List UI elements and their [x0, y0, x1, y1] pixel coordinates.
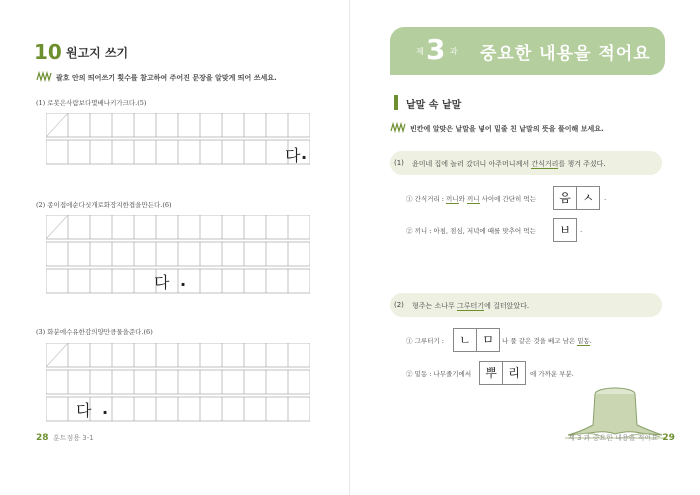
- footer-right: [568, 433, 675, 443]
- answer-cell[interactable]: ㅅ: [576, 186, 600, 210]
- chapter-title: 중요한 내용을 적어요: [480, 44, 651, 64]
- page-number: 28: [36, 433, 49, 443]
- chapter-banner: [390, 27, 665, 75]
- question-sentence: 윤미네 집에 놀러 갔더니 아주머니께서 간식거리를 챙겨 주셨다.: [412, 160, 606, 168]
- lesson-title: 낱말 속 낱말: [406, 100, 462, 111]
- grid-char: 다: [285, 146, 301, 165]
- item-2-1-label: ① 그루터기 :: [406, 337, 444, 345]
- grid-dot: .: [301, 144, 308, 163]
- tree-stump-illustration: [560, 380, 670, 440]
- item-2-2-label: ② 밑동 : 나무줄기에서: [406, 370, 472, 378]
- chapter-number: 3: [426, 33, 446, 66]
- period: .: [580, 226, 583, 234]
- item-2-1-rest: 나 풀 같은 것을 베고 남은 밑동.: [502, 337, 592, 345]
- manuscript-grid-2: [46, 215, 310, 265]
- manuscript-grid-3: [46, 343, 310, 393]
- grid-dot: .: [180, 271, 187, 290]
- section-title: 원고지 쓰기: [66, 46, 129, 60]
- question-1: (1) 로봇은사람보다몇배나키가크다.(5): [36, 99, 147, 107]
- footer-left: [36, 433, 94, 443]
- period: .: [604, 194, 607, 202]
- question-number: (1): [394, 159, 404, 167]
- question-3: (3) 화분에수유한감의양만큼물을준다.(6): [36, 328, 153, 336]
- answer-cell[interactable]: ㄴ: [453, 328, 477, 352]
- footer-label: 제 3 과 중요한 내용을 적어요: [568, 434, 658, 442]
- banner-suffix: 과: [450, 47, 458, 56]
- footer-label: 훈트점용 3-1: [52, 434, 94, 442]
- question-sentence: 형주는 소나무 그루터기에 걸터앉았다.: [412, 302, 530, 310]
- grid-char: 다: [76, 401, 92, 420]
- answer-cell[interactable]: ㅂ: [553, 218, 577, 242]
- item-2-2-rest: 에 가까운 부분.: [530, 370, 574, 378]
- banner-prefix: 제: [416, 47, 424, 56]
- lesson-number-bar: [394, 95, 398, 110]
- question-number: (2): [394, 301, 404, 309]
- pencil-icon: [390, 122, 406, 133]
- pencil-icon: [36, 71, 52, 82]
- question-2: (2) 종이접에순다싯개로화장지한겹을만든다.(6): [36, 201, 172, 209]
- right-page: [350, 0, 700, 495]
- instruction: 빈칸에 알맞은 낱말을 넣어 밑줄 친 낱말의 뜻을 풀이해 보세요.: [410, 125, 604, 133]
- answer-cell[interactable]: 리: [502, 361, 526, 385]
- grid-char: 다: [154, 273, 170, 292]
- instruction: 괄호 안의 띄어쓰기 횟수를 참고하여 주어진 문장을 알맞게 띄어 쓰세요.: [56, 74, 277, 82]
- item-1-2: ② 끼니 : 아침, 점심, 저녁에 때를 맞추어 먹는: [406, 227, 536, 235]
- section-number: 10: [34, 40, 62, 64]
- answer-cell[interactable]: 뿌: [479, 361, 503, 385]
- answer-cell[interactable]: ㅁ: [476, 328, 500, 352]
- answer-cell[interactable]: 음: [553, 186, 577, 210]
- page-number: 29: [662, 433, 675, 443]
- item-1-1: ① 간식거리 : 끼니와 끼니 사이에 간단히 먹는: [406, 195, 536, 203]
- grid-dot: .: [102, 399, 109, 418]
- manuscript-grid-1: [46, 113, 310, 163]
